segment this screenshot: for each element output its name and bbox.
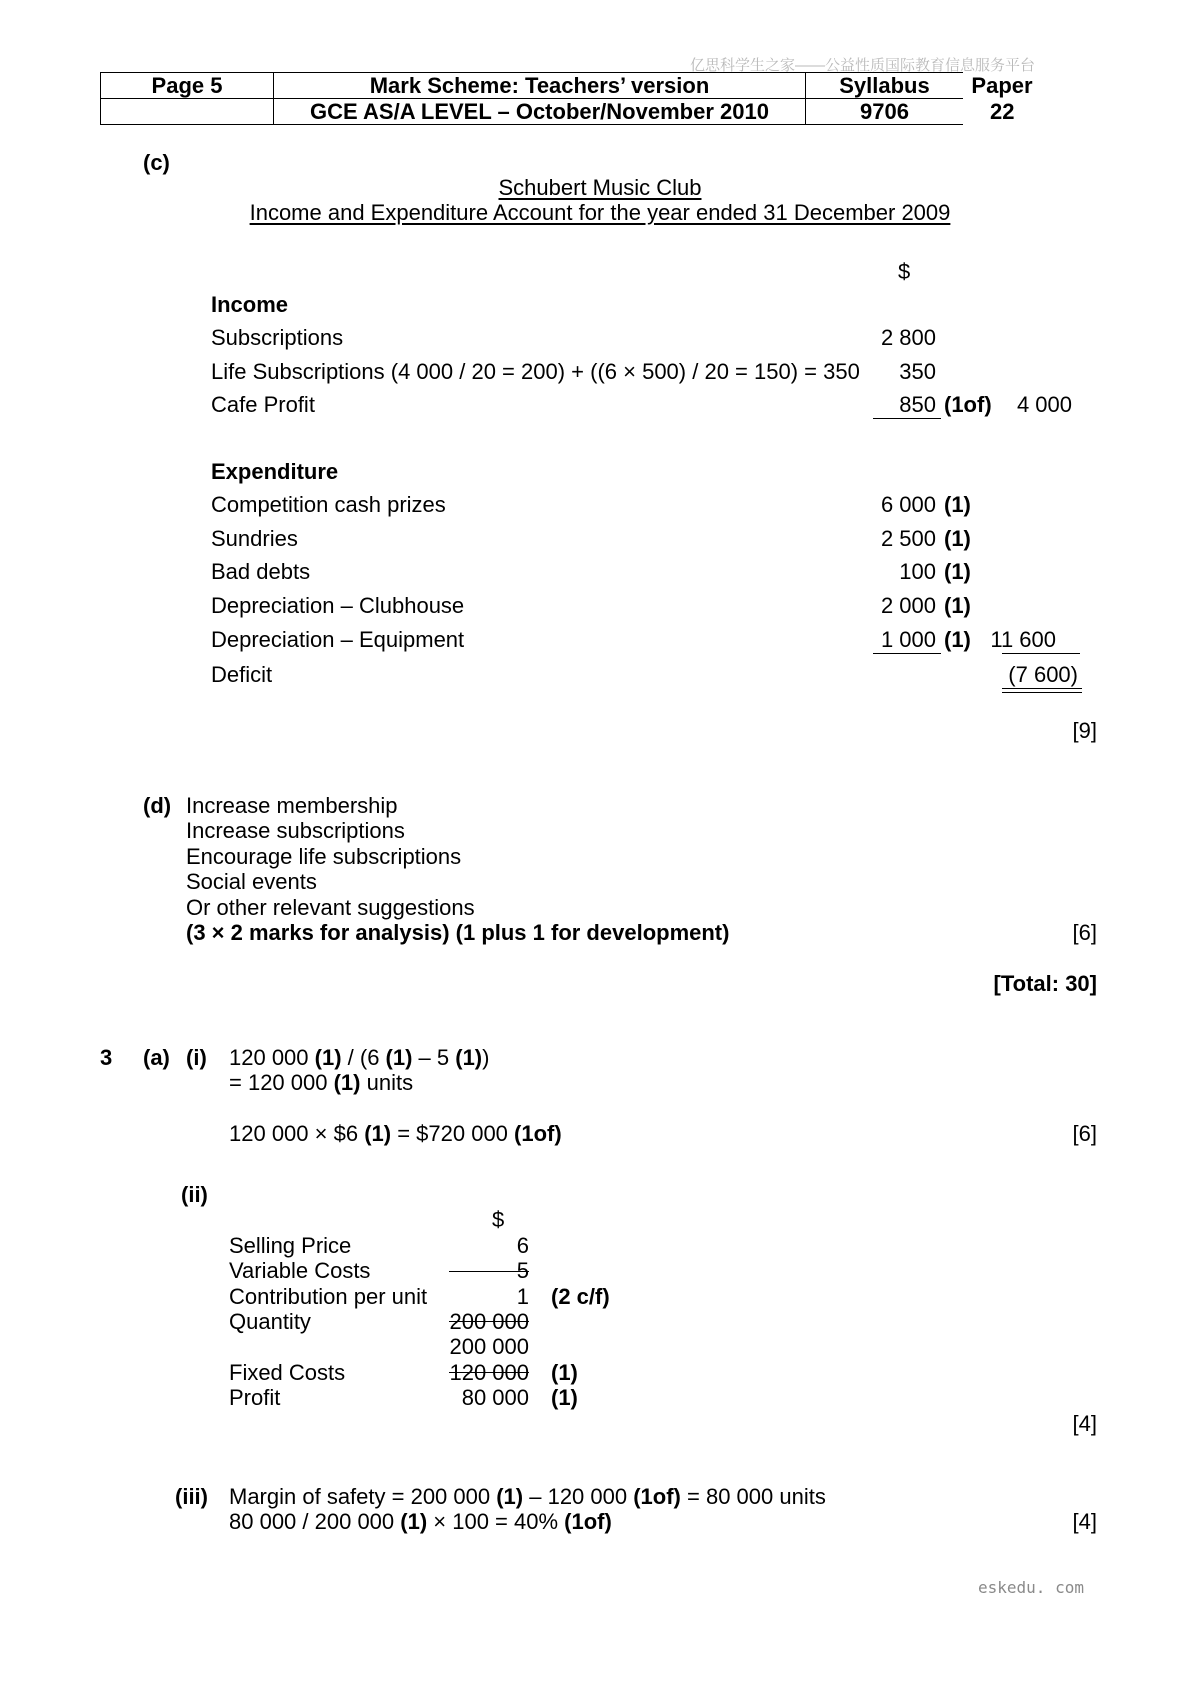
sub-i-marks: [6] [1072, 1121, 1097, 1146]
expenditure-label: Depreciation – Equipment [211, 627, 465, 652]
suggestion-line: Social events [186, 869, 317, 895]
sub-iii-marks: [4] [1072, 1509, 1097, 1534]
contribution-label: Quantity [229, 1309, 311, 1334]
mark-allocation: (1) [455, 1045, 483, 1070]
mark-allocation: (1) [400, 1509, 428, 1534]
question-number: 3 [100, 1045, 113, 1070]
income-label: Cafe Profit [211, 392, 315, 417]
expenditure-mark: (1) [944, 559, 971, 584]
income-label: Life Subscriptions (4 000 / 20 = 200) + ((6 × 500) / 20 = 150) = 350 [211, 359, 860, 384]
part-d-bold-line: (3 × 2 marks for analysis) (1 plus 1 for development) [186, 920, 730, 945]
sub-ii-currency: $ [492, 1207, 505, 1232]
suggestion-line: Increase membership [186, 793, 398, 818]
expenditure-amount: 6 000 [880, 492, 936, 517]
working-text: 80 000 / 200 000 [229, 1509, 401, 1534]
club-name: Schubert Music Club [498, 175, 702, 200]
header-page: Page 5 [101, 73, 274, 99]
part-c-marks: [9] [1072, 718, 1097, 743]
fixed-costs-underline [449, 1372, 529, 1373]
contribution-amount: 5 [516, 1258, 529, 1283]
expenditure-heading: Expenditure [211, 459, 339, 484]
contribution-amount: 120 000 [449, 1360, 529, 1385]
deficit-double-underline [1002, 688, 1082, 693]
working-text: × 100 = 40% [427, 1509, 565, 1534]
mark-allocation: (1) [314, 1045, 342, 1070]
working-text: / (6 [341, 1045, 386, 1070]
contribution-label: Contribution per unit [229, 1284, 428, 1309]
expenditure-subtotal-underline [873, 653, 941, 654]
mark-allocation: (1) [496, 1484, 524, 1509]
mark-allocation: (1) [385, 1045, 413, 1070]
expenditure-label: Sundries [211, 526, 298, 551]
contribution-mark: (1) [551, 1360, 578, 1385]
suggestion-line: Or other relevant suggestions [186, 894, 475, 920]
sub-iii-line-1 [229, 1484, 826, 1510]
sub-i-line-3 [229, 1121, 562, 1147]
header-paper-label: Paper [971, 73, 1033, 98]
expenditure-mark: (1) [944, 627, 971, 652]
expenditure-label: Depreciation – Clubhouse [211, 593, 465, 618]
income-subtotal-underline [873, 418, 941, 419]
sub-i-line-1 [229, 1045, 489, 1071]
variable-costs-underline [449, 1271, 529, 1272]
contribution-amount: 6 [516, 1233, 529, 1258]
working-text: 120 000 [229, 1045, 315, 1070]
expenditure-amount: 1 000 [880, 627, 936, 652]
deficit-label: Deficit [211, 662, 273, 687]
part-c-label: (c) [143, 150, 170, 175]
income-mark: (1of) [944, 392, 992, 417]
income-amount: 350 [899, 359, 936, 384]
header-syllabus-label: Syllabus [806, 73, 964, 99]
expenditure-amount: 2 000 [880, 593, 936, 618]
income-total: 4 000 [1016, 392, 1072, 417]
part-d-label: (d) [143, 793, 172, 818]
account-title: Income and Expenditure Account for the year ended 31 December 2009 [249, 200, 951, 225]
mark-allocation: (1of) [514, 1121, 562, 1146]
header-exam: GCE AS/A LEVEL – October/November 2010 [274, 99, 806, 125]
income-amount: 2 800 [880, 325, 936, 350]
deficit-amount: (7 600) [1008, 662, 1078, 687]
expenditure-label: Bad debts [211, 559, 311, 584]
sub-i-label: (i) [186, 1045, 207, 1070]
expenditure-total-underline [1002, 653, 1080, 654]
income-heading: Income [211, 292, 289, 317]
header-title: Mark Scheme: Teachers’ version [274, 73, 806, 99]
currency-symbol: $ [898, 259, 911, 284]
contribution-amount: 80 000 [461, 1385, 529, 1410]
expenditure-amount: 2 500 [880, 526, 936, 551]
contribution-label: Variable Costs [229, 1258, 371, 1283]
contribution-mark: (1) [551, 1385, 578, 1410]
header-syllabus-code: 9706 [806, 99, 964, 125]
quantity-underline [449, 1321, 529, 1322]
mark-allocation: (1of) [564, 1509, 612, 1534]
contribution-label: Profit [229, 1385, 281, 1410]
header-empty-cell [101, 99, 274, 125]
expenditure-amount: 100 [899, 559, 936, 584]
expenditure-total: 11 600 [990, 627, 1056, 652]
part-d-marks: [6] [1072, 920, 1097, 945]
working-text: = 120 000 [229, 1070, 334, 1095]
page-header-table [100, 72, 1042, 125]
expenditure-mark: (1) [944, 526, 971, 551]
footer-site: eskedu. com [978, 1578, 1084, 1597]
header-paper-number: 22 [990, 99, 1015, 124]
working-text: = $720 000 [391, 1121, 515, 1146]
working-text: = 80 000 units [680, 1484, 826, 1509]
working-text: – 5 [412, 1045, 456, 1070]
mark-allocation: (1) [333, 1070, 361, 1095]
contribution-mark: (2 c/f) [551, 1284, 610, 1309]
sub-iii-label: (iii) [175, 1484, 208, 1509]
expenditure-label: Competition cash prizes [211, 492, 446, 517]
sub-ii-marks: [4] [1072, 1411, 1097, 1436]
mark-allocation: (1of) [633, 1484, 681, 1509]
contribution-amount: 200 000 [449, 1334, 529, 1359]
sub-iii-line-2 [229, 1509, 612, 1535]
contribution-amount: 200 000 [449, 1309, 529, 1334]
question-total: [Total: 30] [993, 971, 1097, 996]
contribution-label: Selling Price [229, 1233, 352, 1258]
contribution-amount: 1 [516, 1284, 529, 1309]
mark-allocation: (1) [364, 1121, 392, 1146]
working-text: Margin of safety = 200 000 [229, 1484, 497, 1509]
watermark-text: 亿思科学生之家——公益性质国际教育信息服务平台 [690, 57, 1036, 74]
working-text: – 120 000 [523, 1484, 634, 1509]
suggestion-line: Encourage life subscriptions [186, 843, 462, 869]
working-text: units [360, 1070, 414, 1095]
working-text: 120 000 × $6 [229, 1121, 365, 1146]
expenditure-mark: (1) [944, 593, 971, 618]
expenditure-mark: (1) [944, 492, 971, 517]
contribution-label: Fixed Costs [229, 1360, 346, 1385]
part-a-label: (a) [143, 1045, 170, 1070]
sub-ii-label: (ii) [181, 1182, 208, 1207]
sub-i-line-2 [229, 1070, 413, 1096]
working-text: ) [482, 1045, 490, 1070]
suggestion-line: Increase subscriptions [186, 818, 405, 844]
income-amount: 850 [899, 392, 936, 417]
income-label: Subscriptions [211, 325, 344, 350]
